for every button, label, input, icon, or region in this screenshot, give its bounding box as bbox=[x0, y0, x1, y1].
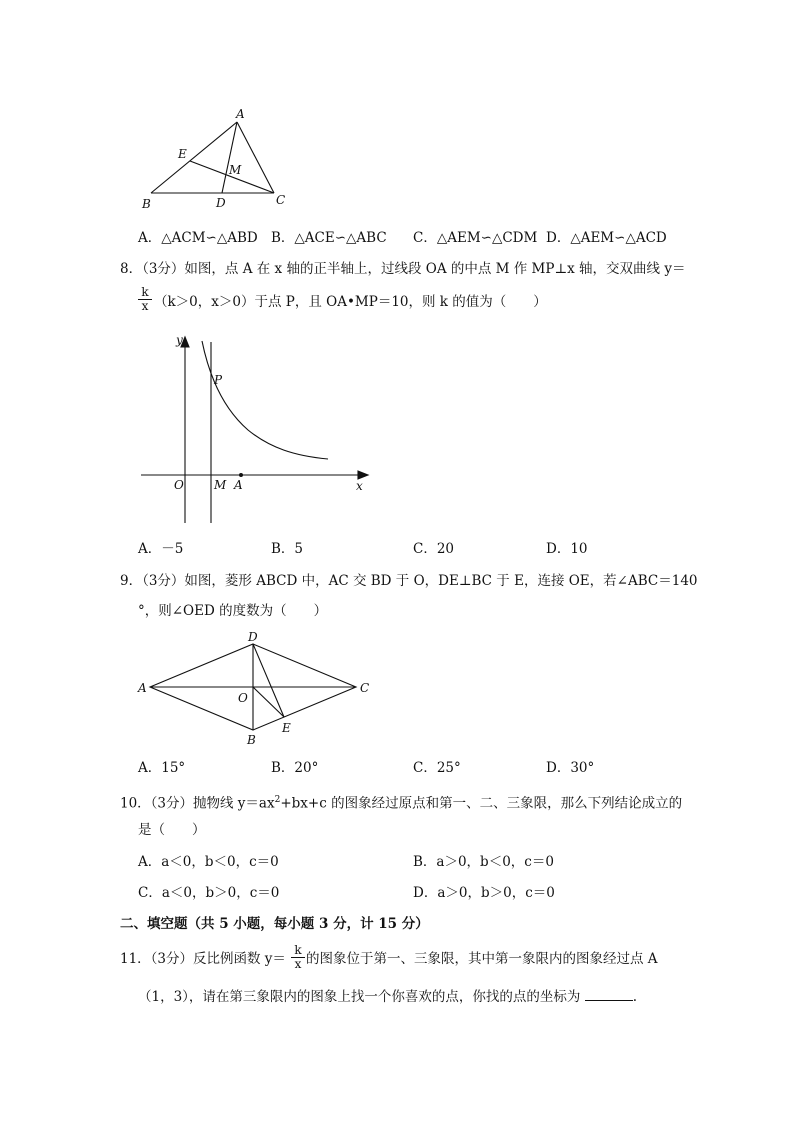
q8-stem-line2: （k＞0，x＞0）于点 P，且 OA•MP＝10，则 k 的值为（ ） bbox=[154, 294, 547, 310]
q8-option-a: A．－5 bbox=[138, 541, 184, 557]
q10-option-a: A．a＜0，b＜0，c＝0 bbox=[138, 854, 279, 870]
q10-stem-part1: 10．（3分）抛物线 y＝ax bbox=[120, 795, 275, 812]
label-C: C bbox=[360, 681, 370, 695]
q9-stem-line2: °，则∠OED 的度数为（ ） bbox=[138, 603, 328, 619]
label-D: D bbox=[248, 630, 258, 644]
label-M: M bbox=[214, 478, 227, 492]
q9-option-a: A．15° bbox=[138, 760, 186, 776]
q8-frac-num: k bbox=[138, 286, 152, 300]
q8-option-b: B．5 bbox=[271, 541, 304, 557]
q11-stem-line1b: 的图象位于第一、三象限，其中第一象限内的图象经过点 A bbox=[306, 951, 658, 967]
label-A: A bbox=[138, 681, 147, 695]
q8-frac-den: x bbox=[141, 299, 149, 313]
q7-option-b: B．△ACE∽△ABC bbox=[271, 230, 387, 246]
label-E: E bbox=[282, 721, 291, 735]
q10-stem-line2: 是（ ） bbox=[138, 822, 206, 838]
q10-stem-part2: +bx+c 的图象经过原点和第一、二、三象限，那么下列结论成立的 bbox=[280, 795, 683, 812]
q10-option-c: C．a＜0，b＞0，c＝0 bbox=[138, 885, 280, 901]
q7-option-d: D．△AEM∽△ACD bbox=[546, 230, 667, 246]
q10-option-d: D．a＞0，b＞0，c＝0 bbox=[413, 885, 555, 901]
section2-title: 二、填空题（共 5 小题，每小题 3 分，计 15 分） bbox=[120, 916, 429, 932]
q9-option-d: D．30° bbox=[546, 760, 595, 776]
label-P: P bbox=[214, 373, 223, 387]
q11-frac-den: x bbox=[294, 957, 302, 971]
q11-frac-num: k bbox=[291, 944, 305, 958]
label-C: C bbox=[276, 193, 286, 207]
q10-stem-line1 bbox=[120, 791, 682, 813]
q8-option-c: C．20 bbox=[413, 541, 455, 557]
q7-option-c: C．△AEM∽△CDM bbox=[413, 230, 538, 246]
q10-exponent: 2 bbox=[274, 795, 281, 805]
q8-stem-line1: 8．（3分）如图，点 A 在 x 轴的正半轴上，过线段 OA 的中点 M 作 MP⊥x 轴，交双曲线 y＝ bbox=[120, 261, 686, 277]
q11-period: . bbox=[632, 989, 638, 1005]
q11-stem-line2-text: （1，3），请在第三象限内的图象上找一个你喜欢的点，你找的点的坐标为 bbox=[138, 989, 581, 1005]
q11-fraction bbox=[291, 944, 305, 971]
label-E: E bbox=[178, 147, 187, 161]
label-x: x bbox=[356, 479, 363, 493]
label-B: B bbox=[142, 197, 151, 211]
label-O: O bbox=[238, 691, 248, 705]
q11-stem-line2 bbox=[138, 988, 637, 1006]
segment-OE bbox=[253, 687, 284, 717]
label-A: A bbox=[234, 478, 243, 492]
q10-option-b: B．a＞0，b＜0，c＝0 bbox=[413, 854, 554, 870]
q9-option-c: C．25° bbox=[413, 760, 461, 776]
label-B: B bbox=[247, 733, 256, 747]
label-D: D bbox=[216, 196, 226, 210]
q11-answer-blank[interactable] bbox=[585, 988, 633, 1001]
q7-option-a: A．△ACM∽△ABD bbox=[138, 230, 258, 246]
label-y: y bbox=[176, 333, 183, 347]
q8-option-d: D．10 bbox=[546, 541, 588, 557]
q9-stem-line1: 9．（3分）如图，菱形 ABCD 中，AC 交 BD 于 O，DE⊥BC 于 E，连接 OE，若∠ABC＝140 bbox=[120, 573, 698, 589]
label-M: M bbox=[229, 163, 242, 177]
q9-option-b: B．20° bbox=[271, 760, 319, 776]
label-A: A bbox=[236, 107, 245, 121]
q11-stem-line1a: 11．（3分）反比例函数 y＝ bbox=[120, 951, 286, 967]
label-O: O bbox=[174, 478, 184, 492]
